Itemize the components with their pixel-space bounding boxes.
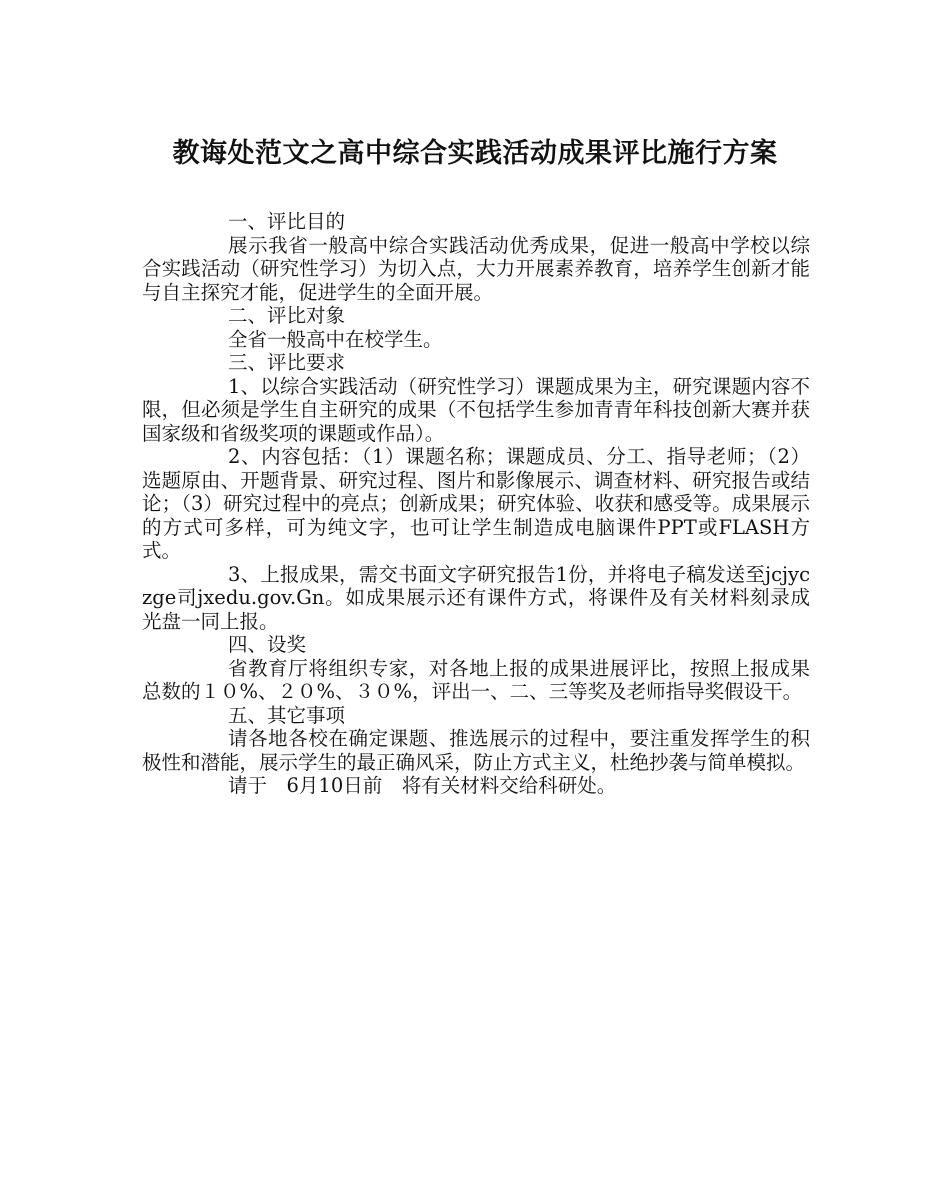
section-heading-requirements: 三、评比要求 xyxy=(228,351,346,374)
section-heading-awards: 四、设奖 xyxy=(228,633,307,656)
paragraph-requirement-3: 3、上报成果，需交书面文字研究报告1份，并将电子稿发送至jcjyczge司jxedu.gov.Gn。如成果展示还有课件方式，将课件及有关材料刻录成光盘一同上报。 xyxy=(142,562,810,633)
paragraph-other: 请各地各校在确定课题、推选展示的过程中，要注重发挥学生的积极性和潜能，展示学生的最正确风采，防止方式主义，杜绝抄袭与简单模拟。 xyxy=(142,727,810,774)
paragraph-purpose: 展示我省一般高中综合实践活动优秀成果，促进一般高中学校以综合实践活动（研究性学习）为切入点，大力开展素养教育，培养学生创新才能与自主探究才能，促进学生的全面开展。 xyxy=(142,233,810,304)
paragraph-deadline: 请于 6月10日前 将有关材料交给科研处。 xyxy=(228,774,617,797)
section-heading-purpose: 一、评比目的 xyxy=(228,210,346,233)
paragraph-requirement-2: 2、内容包括：（1）课题名称；课题成员、分工、指导老师；（2）选题原由、开题背景、研究过程、图片和影像展示、调查材料、研究报告或结论；（3）研究过程中的亮点；创新成果；研究体验、收获和感受等。成果展示的方式可多样，可为纯文字，也可让学生制造成电脑课件PPT或FLASH方式。 xyxy=(142,445,810,562)
section-heading-other: 五、其它事项 xyxy=(228,703,346,727)
section-heading-target: 二、评比对象 xyxy=(228,304,346,327)
paragraph-awards: 省教育厅将组织专家，对各地上报的成果进展评比，按照上报成果总数的１０%、２０%、３０%，评出一、二、三等奖及老师指导奖假设干。 xyxy=(142,656,810,703)
paragraph-requirement-1: 1、以综合实践活动（研究性学习）课题成果为主，研究课题内容不限，但必须是学生自主研究的成果（不包括学生参加青青年科技创新大赛并获国家级和省级奖项的课题或作品）。 xyxy=(142,374,810,445)
document-title: 教诲处范文之高中综合实践活动成果评比施行方案 xyxy=(172,138,778,169)
document-body xyxy=(142,210,810,798)
paragraph-target: 全省一般高中在校学生。 xyxy=(228,327,443,351)
